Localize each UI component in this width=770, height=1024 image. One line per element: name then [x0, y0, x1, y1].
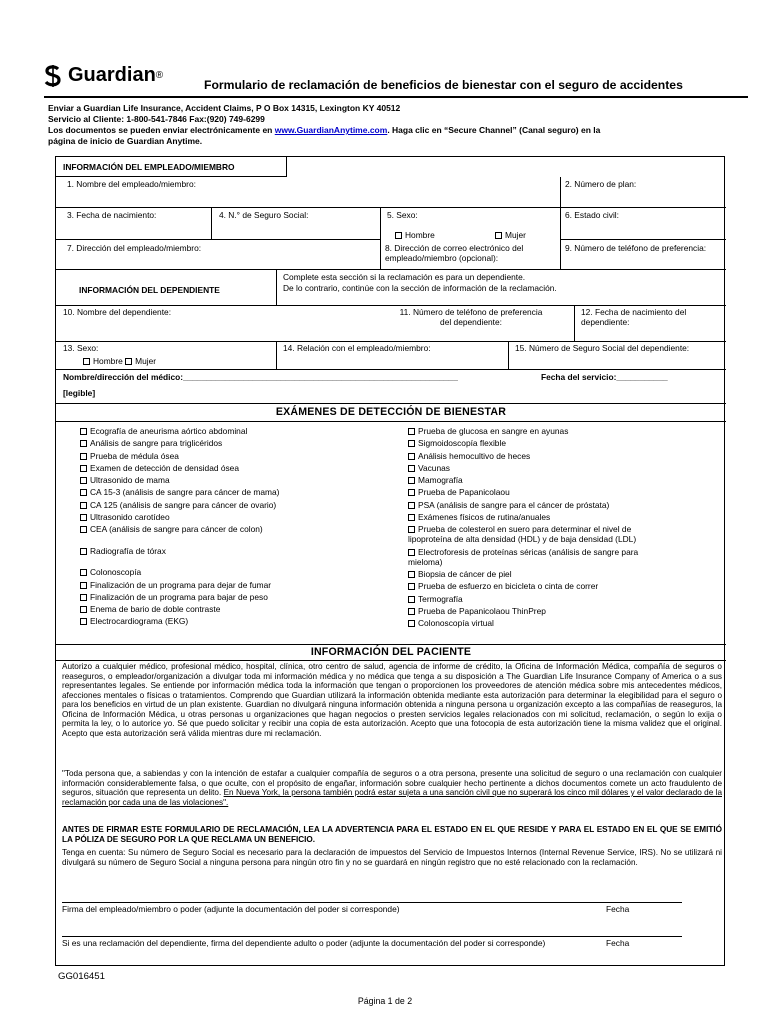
screening-item[interactable]: Biopsia de cáncer de piel — [408, 570, 638, 580]
screening-item[interactable]: Mamografía — [408, 476, 638, 486]
screening-item[interactable]: Prueba de colesterol en suero para determinar el nivel de — [408, 525, 638, 535]
screenings-right-column — [408, 427, 638, 631]
screening-item[interactable]: Colonoscopía virtual — [408, 619, 638, 629]
checkbox-icon — [80, 569, 87, 576]
dependent-note-2: De lo contrario, continúe con la sección de información de la reclamación. — [283, 283, 557, 293]
guardian-logo — [44, 64, 163, 87]
guardian-shield-icon — [44, 65, 62, 87]
screening-item[interactable]: Exámenes físicos de rutina/anuales — [408, 513, 638, 523]
electronic-submission: Los documentos se pueden enviar electrónicamente en www.GuardianAnytime.com. Haga clic en “Secure Channel” (Canal seguro) en la — [48, 125, 601, 136]
checkbox-icon — [408, 502, 415, 509]
checkbox-icon — [80, 489, 87, 496]
checkbox-icon — [125, 358, 132, 365]
checkbox-icon — [80, 465, 87, 472]
checkbox-icon — [80, 606, 87, 613]
employee-section-header: INFORMACIÓN DEL EMPLEADO/MIEMBRO — [63, 162, 235, 172]
customer-service: Servicio al Cliente: 1-800-541-7846 Fax:(920) 749-6299 — [48, 114, 265, 125]
checkbox-icon — [408, 583, 415, 590]
checkbox-icon — [80, 514, 87, 521]
sex-female-option[interactable]: Mujer — [492, 230, 529, 242]
checkbox-icon — [408, 489, 415, 496]
screening-item[interactable]: Prueba de esfuerzo en bicicleta o cinta de correr — [408, 582, 638, 592]
page-number: Página 1 de 2 — [357, 996, 413, 1006]
screening-item[interactable]: Enema de bario de doble contraste — [80, 605, 279, 615]
checkbox-icon — [408, 428, 415, 435]
checkbox-icon — [80, 618, 87, 625]
dependent-signature-label: Si es una reclamación del dependiente, firma del dependiente adulto o poder (adjunte la documentación del poder si corresponde) — [62, 938, 546, 948]
checkbox-icon — [408, 549, 415, 556]
dependent-phone-field[interactable]: 11. Número de teléfono de preferencia del dependiente: — [399, 307, 543, 327]
screening-item[interactable]: Prueba de Papanicolaou — [408, 488, 638, 498]
dependent-note-1: Complete esta sección si la reclamación es para un dependiente. — [283, 272, 526, 282]
screening-item[interactable]: Análisis de sangre para triglicéridos — [80, 439, 279, 449]
checkbox-icon — [80, 594, 87, 601]
doctor-field[interactable]: Nombre/dirección del médico:___________________________________________________________ — [63, 372, 458, 382]
dependent-section-header: INFORMACIÓN DEL DEPENDIENTE — [79, 285, 220, 295]
plan-number-field[interactable]: 2. Número de plan: — [565, 179, 637, 189]
signature-line-2[interactable] — [62, 936, 682, 937]
ssn-field[interactable]: 4. N.° de Seguro Social: — [219, 210, 309, 220]
screening-item[interactable]: Finalización de un programa para dejar de fumar — [80, 581, 279, 591]
checkbox-icon — [80, 548, 87, 555]
checkbox-icon — [395, 232, 402, 239]
birth-date-field[interactable]: 3. Fecha de nacimiento: — [67, 210, 157, 220]
signature-line-1[interactable] — [62, 902, 682, 903]
employee-email-field[interactable]: 8. Dirección de correo electrónico del empleado/miembro (opcional): — [385, 243, 524, 263]
employee-phone-field[interactable]: 9. Número de teléfono de preferencia: — [565, 243, 707, 253]
ssn-note: Tenga en cuenta: Su número de Seguro Social es necesario para la declaración de impuestos del Servicio de Impuestos Internos (Internal Revenue Service, IRS). No se utilizará ni divulgará su número de Seguro Social a ninguna persona para ningún otro fin y no se guardará en ningún registro que no esté relacionado con la reclamación. — [62, 848, 722, 867]
brand-name: Guardian — [68, 64, 156, 86]
checkbox-icon — [408, 571, 415, 578]
screening-item[interactable]: Termografía — [408, 595, 638, 605]
legible-note: [legible] — [63, 388, 96, 398]
authorization-text: Autorizo a cualquier médico, profesional médico, hospital, clínica, otro centro de salud, agencia de informe de crédito, la Oficina de Información Médica, compañía de seguros o reaseguros, o empleador/organización a divulgar toda mi información médica y no médica que tenga a su disposición a The Guardian Life Insurance Company of America o a sus representantes legales. Se entiende por información médica toda la información que tengan o proporcionen los proveedores de atención médica sobre mis antecedentes médicos, afecciones mentales o físicas o tratamientos. Comprendo que Guardian utilizará la información obtenida mediante esta autorización para determinar la elegibilidad para el seguro o para los beneficios en virtud de un plan existente. Guardian no divulgará ninguna información obtenida a ninguna persona u organización excepto a las compañías de reaseguros, la Oficina de Información Médica, u otras personas u organizaciones que hagan negocios o presten servicios legales relacionados con mi solicitud, reclamación, o según lo exija o permita la ley, o lo autorice yo. Sé que puedo solicitar y recibir una copia de esta autorización. Acepto que una fotocopia de esta autorización tiene la misma validez que el original. Acepto que esta autorización será válida mientras dure mi reclamación. — [62, 662, 722, 738]
state-warning: ANTES DE FIRMAR ESTE FORMULARIO DE RECLAMACIÓN, LEA LA ADVERTENCIA PARA EL ESTADO EN EL QUE RESIDE Y PARA EL ESTADO EN EL QUE SE EMITIÓ LA PÓLIZA DE SEGURO POR LA QUE RECLAMA UN BENEFICIO. — [62, 825, 722, 844]
screening-item[interactable]: PSA (análisis de sangre para el cáncer de próstata) — [408, 501, 638, 511]
checkbox-icon — [408, 526, 415, 533]
dependent-ssn-field[interactable]: 15. Número de Seguro Social del dependiente: — [515, 343, 690, 353]
screening-item[interactable]: Ecografía de aneurisma aórtico abdominal — [80, 427, 279, 437]
checkbox-icon — [408, 608, 415, 615]
header-divider — [44, 96, 748, 98]
submission-instructions — [48, 103, 748, 147]
employee-name-field[interactable]: 1. Nombre del empleado/miembro: — [67, 179, 196, 189]
screening-item[interactable]: Colonoscopía — [80, 568, 279, 578]
new-york-notice: En Nueva York, la persona también podrá estar sujeta a una sanción civil que no superará los cinco mil dólares y el valor declarado de la reclamación por cada una de las violaciones". — [62, 788, 722, 807]
patient-section-header: INFORMACIÓN DEL PACIENTE — [310, 646, 472, 658]
screening-item[interactable]: Análisis hemocultivo de heces — [408, 452, 638, 462]
screening-item[interactable]: Prueba de glucosa en sangre en ayunas — [408, 427, 638, 437]
screening-item: mieloma) — [408, 556, 443, 567]
screening-item[interactable]: CEA (análisis de sangre para cáncer de colon) — [80, 525, 279, 535]
checkbox-icon — [495, 232, 502, 239]
checkbox-icon — [80, 453, 87, 460]
mailing-address: Enviar a Guardian Life Insurance, Accident Claims, P O Box 14315, Lexington KY 40512 — [48, 103, 401, 113]
checkbox-icon — [80, 440, 87, 447]
screening-item[interactable]: Prueba de Papanicolaou ThinPrep — [408, 607, 638, 617]
checkbox-icon — [408, 514, 415, 521]
registered-mark: ® — [155, 69, 164, 81]
dependent-signature-date: Fecha — [606, 938, 630, 948]
checkbox-icon — [80, 526, 87, 533]
screenings-section-header: EXÁMENES DE DETECCIÓN DE BIENESTAR — [275, 406, 507, 418]
checkbox-icon — [408, 620, 415, 627]
screening-item[interactable]: Electrocardiograma (EKG) — [80, 617, 279, 627]
dependent-birth-date-field[interactable]: 12. Fecha de nacimiento del dependiente: — [581, 307, 687, 327]
employee-address-field[interactable]: 7. Dirección del empleado/miembro: — [67, 243, 202, 253]
screening-item[interactable]: Electroforesis de proteínas séricas (análisis de sangre para — [408, 548, 638, 558]
form-title: Formulario de reclamación de beneficios de bienestar con el seguro de accidentes — [204, 78, 683, 92]
checkbox-icon — [80, 428, 87, 435]
checkbox-icon — [83, 358, 90, 365]
screening-item[interactable]: Ultrasonido carotídeo — [80, 513, 279, 523]
checkbox-icon — [80, 582, 87, 589]
screening-item[interactable]: Vacunas — [408, 464, 638, 474]
screening-item[interactable]: Radiografía de tórax — [80, 547, 279, 557]
checkbox-icon — [408, 465, 415, 472]
checkbox-icon — [408, 477, 415, 484]
dependent-name-field[interactable]: 10. Nombre del dependiente: — [63, 307, 172, 317]
dependent-sex-options[interactable]: Hombre Mujer — [80, 356, 159, 368]
marital-status-field[interactable]: 6. Estado civil: — [565, 210, 619, 220]
sex-male-option[interactable]: Hombre — [392, 230, 438, 242]
relationship-field[interactable]: 14. Relación con el empleado/miembro: — [283, 343, 431, 353]
screening-item[interactable]: Examen de detección de densidad ósea — [80, 464, 279, 474]
employee-signature-label: Firma del empleado/miembro o poder (adjunte la documentación del poder si corresponde) — [62, 904, 400, 914]
screening-item[interactable]: CA 125 (análisis de sangre para cáncer de ovario) — [80, 501, 279, 511]
form-header — [44, 64, 744, 94]
screening-item: lipoproteína de alta densidad (HDL) y de baja densidad (LDL) — [408, 534, 637, 545]
screening-item[interactable]: Sigmoidoscopía flexible — [408, 439, 638, 449]
checkbox-icon — [408, 453, 415, 460]
service-date-field[interactable]: Fecha del servicio:___________ — [541, 372, 668, 382]
checkbox-icon — [80, 502, 87, 509]
checkbox-icon — [80, 477, 87, 484]
fraud-warning: "Toda persona que, a sabiendas y con la intención de estafar a cualquier compañía de seguros o a otra persona, presente una solicitud de seguro o una reclamación con cualquier información considerablemente falsa, o que oculte, con el propósito de engañar, información sobre cualquier hecho pertinente a dichos documentos comete un acto fraudulento de seguros, situación que representa un delito. En Nueva York, la persona también podrá estar sujeta a una sanción civil que no superará los cinco mil dólares y el valor declarado de la reclamación por cada una de las violaciones". — [62, 769, 722, 807]
dependent-sex-field: 13. Sexo: — [63, 343, 99, 353]
electronic-submission-cont: página de inicio de Guardian Anytime. — [48, 136, 203, 147]
screenings-left-column — [80, 427, 279, 630]
form-code: GG016451 — [58, 971, 105, 982]
screening-item[interactable]: Finalización de un programa para bajar de peso — [80, 593, 279, 603]
screening-item[interactable]: CA 15-3 (análisis de sangre para cáncer de mama) — [80, 488, 279, 498]
screening-item[interactable]: Ultrasonido de mama — [80, 476, 279, 486]
employee-signature-date: Fecha — [606, 904, 630, 914]
sex-field: 5. Sexo: — [387, 210, 418, 220]
checkbox-icon — [408, 440, 415, 447]
claim-form-frame — [55, 156, 725, 966]
screening-item[interactable]: Prueba de médula ósea — [80, 452, 279, 462]
guardian-anytime-link[interactable]: www.GuardianAnytime.com — [274, 125, 388, 136]
checkbox-icon — [408, 596, 415, 603]
